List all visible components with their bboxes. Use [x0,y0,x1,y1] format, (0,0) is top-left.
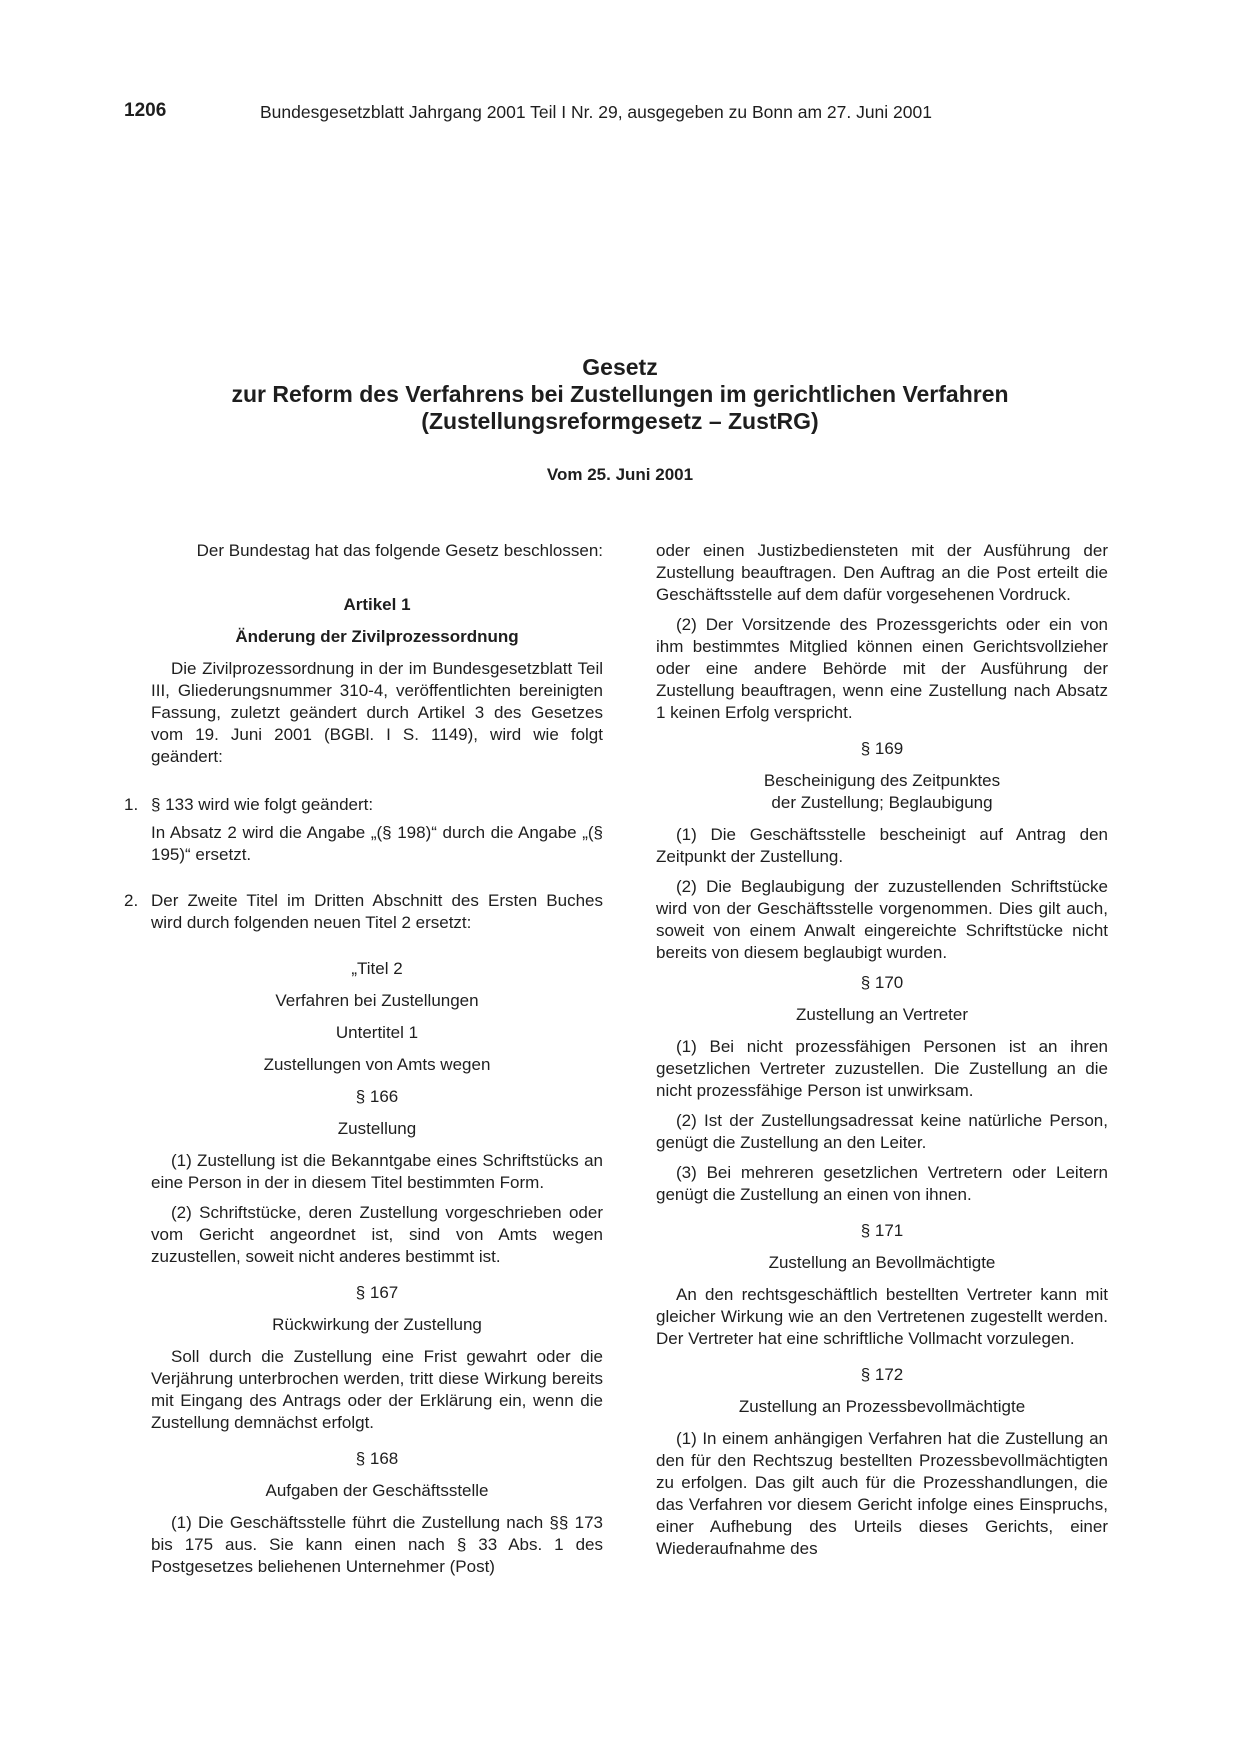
paragraph: (2) Ist der Zustellungsadressat keine natürliche Person, genügt die Zustellung an den Leiter. [656,1111,1108,1152]
section-number: § 170 [860,973,904,992]
paragraph: (1) Die Geschäftsstelle bescheinigt auf Antrag den Zeitpunkt der Zustellung. [656,825,1108,866]
title-line-2: zur Reform des Verfahrens bei Zustellungen im gerichtlichen Verfahren [231,381,1009,407]
preamble: Der Bundestag hat das folgende Gesetz beschlossen: [196,541,603,560]
title-line-1: Gesetz [582,354,658,380]
law-date: Vom 25. Juni 2001 [546,465,694,484]
section-title: Zustellung [337,1119,417,1138]
list-item [124,890,603,934]
section-title: Bescheinigung des Zeitpunktes [763,771,1001,790]
paragraph: (1) In einem anhängigen Verfahren hat die Zustellung an den für den Rechtszug bestellten Prozessbevollmächtigten zu erfolgen. Das gilt auch für die Prozesshandlungen, die das Verfahren vor diesem Gericht infolge eines Einspruchs, einer Aufhebung des Urteils dieses Gerichts, einer Wiederaufnahme des [656,1429,1108,1558]
paragraph: (1) Die Geschäftsstelle führt die Zustellung nach §§ 173 bis 175 aus. Sie kann einen nach § 33 Abs. 1 des Postgesetzes beliehenen Unternehmer (Post) [151,1513,603,1576]
section-title: der Zustellung; Beglaubigung [771,793,993,812]
untertitel-name: Zustellungen von Amts wegen [263,1055,491,1074]
article-intro: Die Zivilprozessordnung in der im Bundesgesetzblatt Teil III, Gliederungsnummer 310-4, veröffentlichten bereinigten Fassung, zuletzt geändert durch Artikel 3 des Gesetzes vom 19. Juni 2001 (BGBl. I S. 1149), wird wie folgt geändert: [151,659,603,766]
section-title: Aufgaben der Geschäftsstelle [265,1481,489,1500]
list-item-subtext: In Absatz 2 wird die Angabe „(§ 198)“ durch die Angabe „(§ 195)“ ersetzt. [151,823,603,864]
titel-name: Verfahren bei Zustellungen [275,991,479,1010]
section-title: Zustellung an Prozessbevollmächtigte [738,1397,1026,1416]
section-number: § 169 [860,739,904,758]
list-number: 2. [124,891,139,910]
section-number: § 167 [355,1283,399,1302]
running-head-text: Bundesgesetzblatt Jahrgang 2001 Teil I Nr. 29, ausgegeben zu Bonn am 27. Juni 2001 [260,102,932,122]
page-number: 1206 [124,100,167,121]
section-number: § 171 [860,1221,904,1240]
section-title: Zustellung an Bevollmächtigte [768,1253,996,1272]
list-item-text: Der Zweite Titel im Dritten Abschnitt des Ersten Buches wird durch folgenden neuen Titel 2 ersetzt: [151,891,603,932]
section-title: Zustellung an Vertreter [796,1005,968,1024]
paragraph: An den rechtsgeschäftlich bestellten Vertreter kann mit gleicher Wirkung wie an den Vertretenen zugestellt werden. Der Vertreter hat eine schriftliche Vollmacht vorzulegen. [656,1285,1108,1348]
paragraph: Soll durch die Zustellung eine Frist gewahrt oder die Verjährung unterbrochen werden, tritt diese Wirkung bereits mit Eingang des Antrags oder der Erklärung ein, wenn die Zustellung demnächst erfolgt. [151,1347,603,1432]
section-number: § 168 [355,1449,399,1468]
right-column [656,540,1108,1568]
paragraph: (1) Bei nicht prozessfähigen Personen ist an ihren gesetzlichen Vertreter zuzustellen. Die Zustellung an die nicht prozessfähige Person ist unwirksam. [656,1037,1108,1100]
section-title: Rückwirkung der Zustellung [272,1315,482,1334]
list-number: 1. [124,795,139,814]
paragraph-continued: oder einen Justizbediensteten mit der Ausführung der Zustellung beauftragen. Den Auftrag an die Post erteilt die Geschäftsstelle auf dem dafür vorgesehenen Vordruck. [656,541,1108,604]
left-column [124,540,603,1586]
law-title [0,354,1240,435]
list-item [124,794,603,816]
article-heading: Artikel 1 [343,595,411,614]
titel-heading: „Titel 2 [351,959,403,978]
paragraph: (1) Zustellung ist die Bekanntgabe eines Schriftstücks an eine Person in der in diesem Titel bestimmten Form. [151,1151,603,1192]
article-title: Änderung der Zivilprozessordnung [235,627,519,646]
section-number: § 172 [860,1365,904,1384]
list-item-text: § 133 wird wie folgt geändert: [151,795,374,814]
section-number: § 166 [355,1087,399,1106]
paragraph: (2) Schriftstücke, deren Zustellung vorgeschrieben oder vom Gericht angeordnet ist, sind von Amts wegen zuzustellen, soweit nicht anderes bestimmt ist. [151,1203,603,1266]
untertitel-heading: Untertitel 1 [335,1023,419,1042]
paragraph: (2) Die Beglaubigung der zuzustellenden Schriftstücke wird von der Geschäftsstelle vorgenommen. Dies gilt auch, soweit von einem Anwalt eingereichte Schriftstücke nicht bereits von diesem beglaubigt wurden. [656,877,1108,962]
paragraph: (3) Bei mehreren gesetzlichen Vertretern oder Leitern genügt die Zustellung an einen von ihnen. [656,1163,1108,1204]
title-line-3: (Zustellungsreformgesetz – ZustRG) [421,408,819,434]
paragraph: (2) Der Vorsitzende des Prozessgerichts oder ein von ihm bestimmtes Mitglied können einen Gerichtsvollzieher oder eine andere Behörde mit der Ausführung der Zustellung beauftragen, wenn eine Zustellung nach Absatz 1 keinen Erfolg verspricht. [656,615,1108,722]
